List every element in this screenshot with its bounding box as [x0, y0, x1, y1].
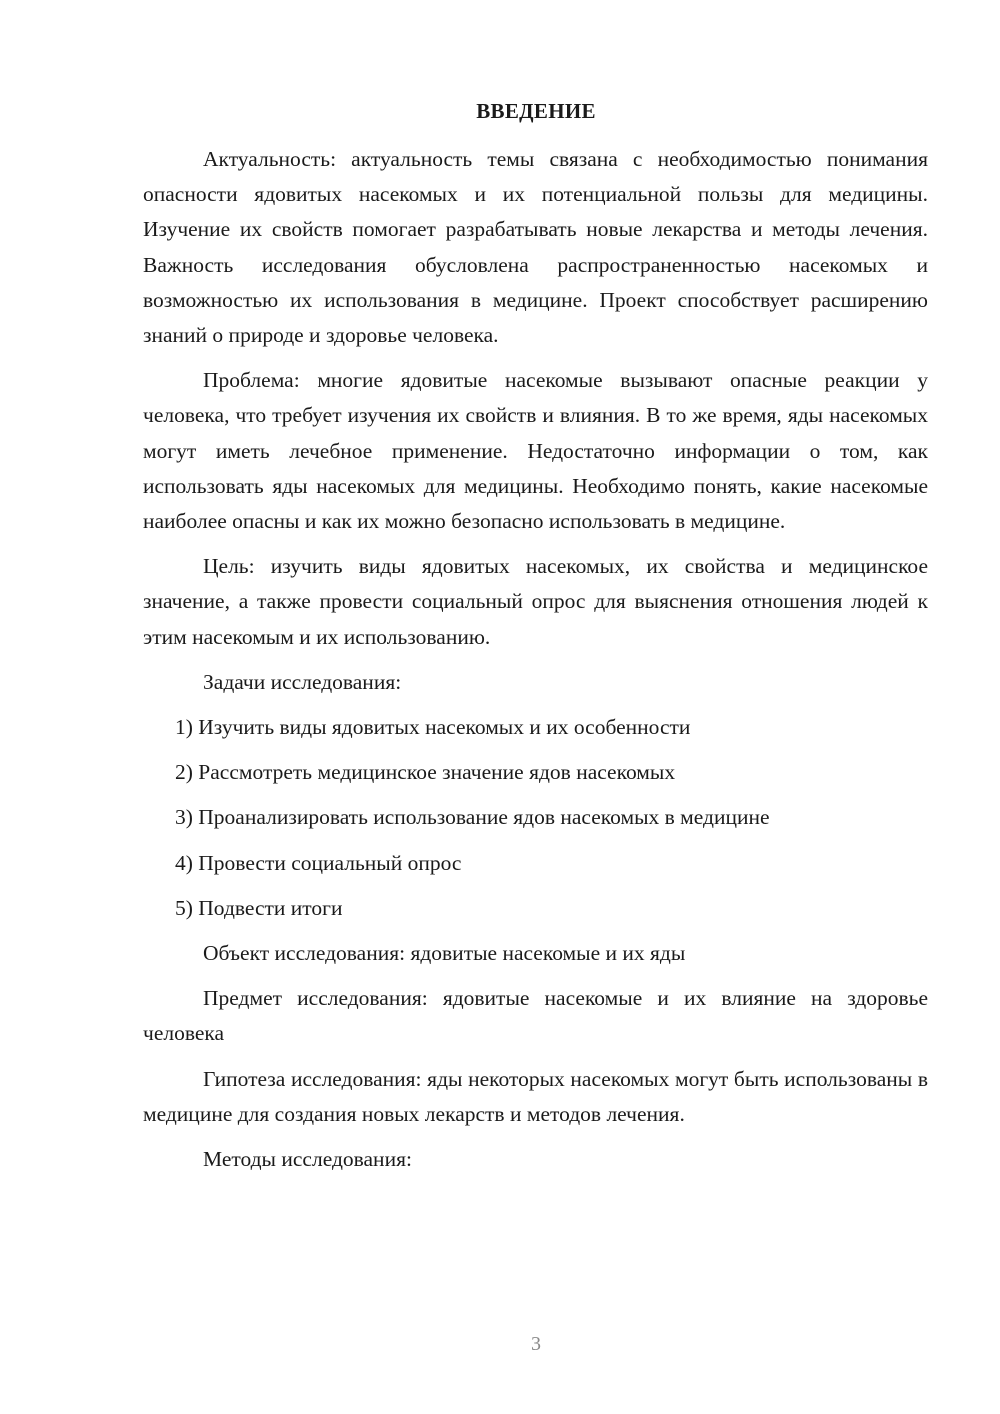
- task-item: 3) Проанализировать использование ядов насекомых в медицине: [175, 805, 770, 830]
- task-item: 5) Подвести итоги: [175, 895, 343, 920]
- section-body: [143, 142, 928, 1187]
- tasks-list: [143, 710, 928, 926]
- section-title: ВВЕДЕНИЕ: [476, 99, 596, 123]
- problem-paragraph: Проблема: многие ядовитые насекомые вызывают опасные реакции у человека, что требует изучения их свойств и влияния. В то же время, яды насекомых могут иметь лечебное применение. Недостаточно информации о том, как использовать яды насекомых для медицины. Необходимо понять, какие насекомые наиболее опасны и как их можно безопасно использовать в медицине.: [143, 368, 928, 534]
- goal-paragraph: Цель: изучить виды ядовитых насекомых, их свойства и медицинское значение, а также провести социальный опрос для выяснения отношения людей к этим насекомым и их использованию.: [143, 554, 928, 649]
- tasks-heading: Задачи исследования:: [203, 669, 402, 694]
- page-number: 3: [531, 1333, 541, 1355]
- hypothesis-paragraph: Гипотеза исследования: яды некоторых насекомых могут быть использованы в медицине для создания новых лекарств и методов лечения.: [143, 1066, 928, 1126]
- task-item: 1) Изучить виды ядовитых насекомых и их особенности: [175, 715, 691, 740]
- subject-paragraph: Предмет исследования: ядовитые насекомые и их влияние на здоровье человека: [143, 986, 928, 1046]
- methods-heading: Методы исследования:: [203, 1147, 412, 1172]
- object-paragraph: Объект исследования: ядовитые насекомые и их яды: [203, 941, 686, 966]
- task-item: 4) Провести социальный опрос: [175, 850, 462, 875]
- task-item: 2) Рассмотреть медицинское значение ядов насекомых: [175, 760, 676, 785]
- relevance-paragraph: Актуальность: актуальность темы связана с необходимостью понимания опасности ядовитых насекомых и их потенциальной пользы для медицины. Изучение их свойств помогает разрабатывать новые лекарства и методы лечения. Важность исследования обусловлена распространенностью насекомых и возможностью их использования в медицине. Проект способствует расширению знаний о природе и здоровье человека.: [143, 147, 928, 348]
